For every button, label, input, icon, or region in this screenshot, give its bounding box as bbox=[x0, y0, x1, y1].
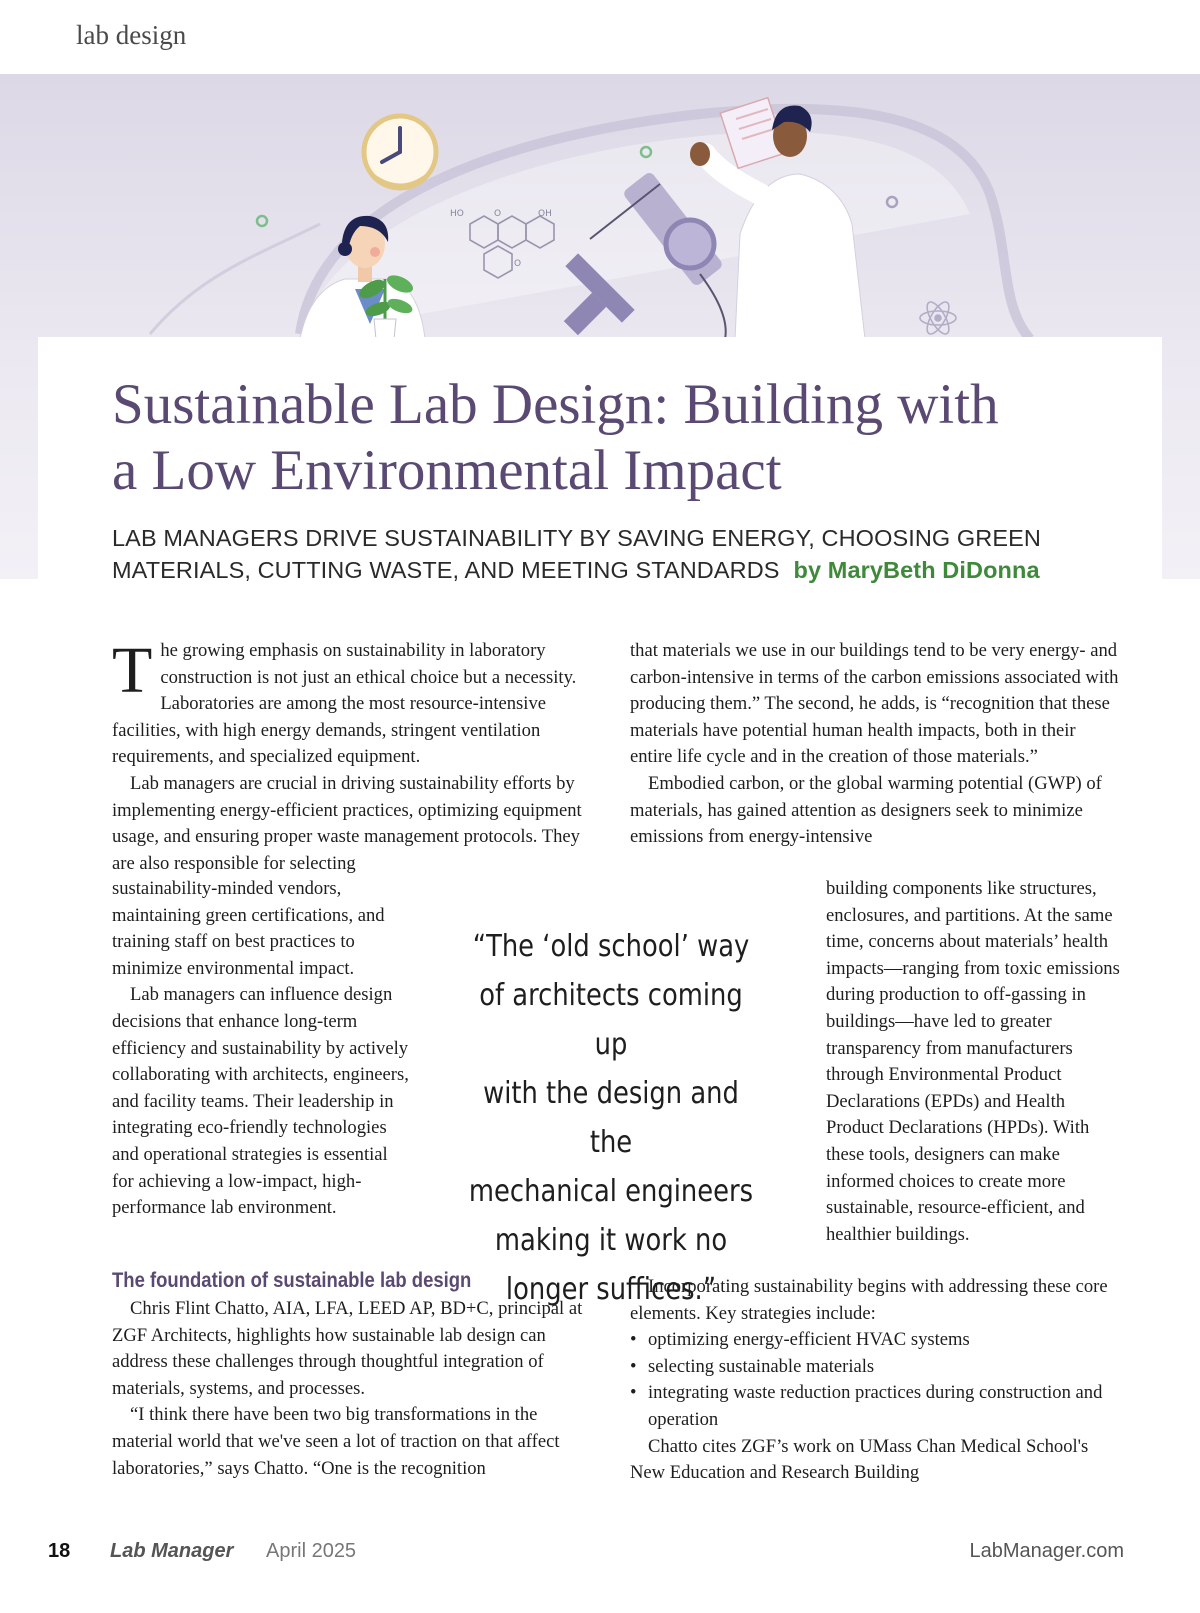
website-link[interactable]: LabManager.com bbox=[969, 1540, 1124, 1562]
byline: by MaryBeth DiDonna bbox=[793, 557, 1040, 583]
chem-label: O bbox=[494, 209, 502, 219]
pull-quote-line: making it work no bbox=[494, 1223, 728, 1258]
strategy-list bbox=[630, 1327, 1120, 1433]
pull-quote-line: mechanical engineers bbox=[468, 1174, 754, 1209]
pull-quote bbox=[438, 922, 784, 1314]
right-column-top bbox=[630, 638, 1120, 851]
pull-quote-line: longer suffices.” bbox=[505, 1272, 717, 1307]
pull-quote-line: of architects coming up bbox=[479, 978, 743, 1062]
chem-label: HO bbox=[450, 209, 464, 219]
dek-line: LAB MANAGERS DRIVE SUSTAINABILITY BY SAVING ENERGY, CHOOSING GREEN bbox=[112, 525, 1041, 551]
chem-label: OH bbox=[538, 209, 552, 219]
article-title bbox=[112, 372, 1092, 504]
pull-quote-line: “The ‘old school’ way bbox=[472, 929, 750, 964]
chem-label: O bbox=[514, 259, 522, 269]
page-number: 18 bbox=[48, 1540, 71, 1562]
paragraph: “I think there have been two big transformations in the material world that we've seen a lot of traction on that affect laboratories,” says Chatto. “One is the recognition bbox=[112, 1404, 560, 1479]
paragraph: Embodied carbon, or the global warming potential (GWP) of materials, has gained attention as designers seek to minimize emissions from energy-intensive bbox=[630, 772, 1102, 848]
list-item: • selecting sustainable materials bbox=[630, 1354, 1120, 1381]
section-label: lab design bbox=[76, 20, 187, 50]
paragraph: building components like structures, enclosures, and partitions. At the same time, concerns about materials’ health impacts—ranging from toxic emissions during production to off-gassing in buildings—have led to greater transparency from manufacturers through Environmental Product Declarations (EPDs) and Health Product Declarations (HPDs). With these tools, designers can make informed choices to create more sustainable, resource-efficient, and healthier buildings. bbox=[826, 878, 1120, 1245]
paragraph: that materials we use in our buildings tend to be very energy- and carbon-intensive in terms of the carbon emissions associated with producing them.” The second, he adds, is “recognition that these materials have potential human health impacts, both in their entire life cycle and in the creation of those materials.” bbox=[630, 640, 1119, 768]
paragraph: he growing emphasis on sustainability in laboratory construction is not just an ethical choice but a necessity. Laboratories are among the most resource-intensive facilities, with high energy demands, stringent ventilation requirements, and specialized equipment. bbox=[112, 640, 577, 768]
list-item: • integrating waste reduction practices during construction and operation bbox=[630, 1380, 1120, 1433]
paragraph: Chris Flint Chatto, AIA, LFA, LEED AP, BD+C, principal at ZGF Architects, highlights how sustainable lab design can address these challenges through thoughtful integration of materials, systems, and processes. bbox=[112, 1298, 583, 1399]
list-item: • optimizing energy-efficient HVAC systems bbox=[630, 1327, 1120, 1354]
paragraph: Chatto cites ZGF’s work on UMass Chan Medical School's New Education and Research Building bbox=[630, 1435, 1089, 1484]
paragraph: Lab managers are crucial in driving sustainability efforts by implementing energy-efficient practices, optimizing equipment usage, and ensuring proper waste management protocols. They are also responsible for selecting bbox=[112, 772, 582, 874]
drop-cap: T bbox=[112, 634, 153, 707]
clock-icon bbox=[364, 116, 436, 188]
right-column-bottom bbox=[630, 1274, 1120, 1487]
title-line: a Low Environmental Impact bbox=[112, 439, 782, 502]
left-column-top bbox=[112, 634, 598, 877]
paragraph: Incorporating sustainability begins with addressing these core elements. Key strategies include: bbox=[630, 1276, 1108, 1324]
title-line: Sustainable Lab Design: Building with bbox=[112, 373, 999, 436]
ring-icon bbox=[257, 216, 267, 226]
atom-icon bbox=[920, 299, 956, 337]
pull-quote-line: with the design and the bbox=[483, 1076, 739, 1160]
section-subhead: The foundation of sustainable lab design bbox=[112, 1269, 472, 1292]
paragraph: Lab managers can influence design decisions that enhance long-term efficiency and sustainability by actively collaborating with architects, engineers, and facility teams. Their leadership in integrating eco-friendly technologies and operational strategies is essential for achieving a low-impact, high-performance lab environment. bbox=[112, 984, 409, 1219]
dek-line: MATERIALS, CUTTING WASTE, AND MEETING STANDARDS bbox=[112, 557, 780, 583]
magazine-name: Lab Manager bbox=[110, 1540, 234, 1562]
article-dek bbox=[112, 522, 1112, 586]
issue-date: April 2025 bbox=[266, 1540, 357, 1562]
right-column-narrow bbox=[826, 876, 1120, 1248]
left-column-narrow bbox=[112, 876, 412, 1222]
paragraph: sustainability-minded vendors, maintaining green certifications, and training staff on best practices to minimize environmental impact. bbox=[112, 878, 385, 979]
